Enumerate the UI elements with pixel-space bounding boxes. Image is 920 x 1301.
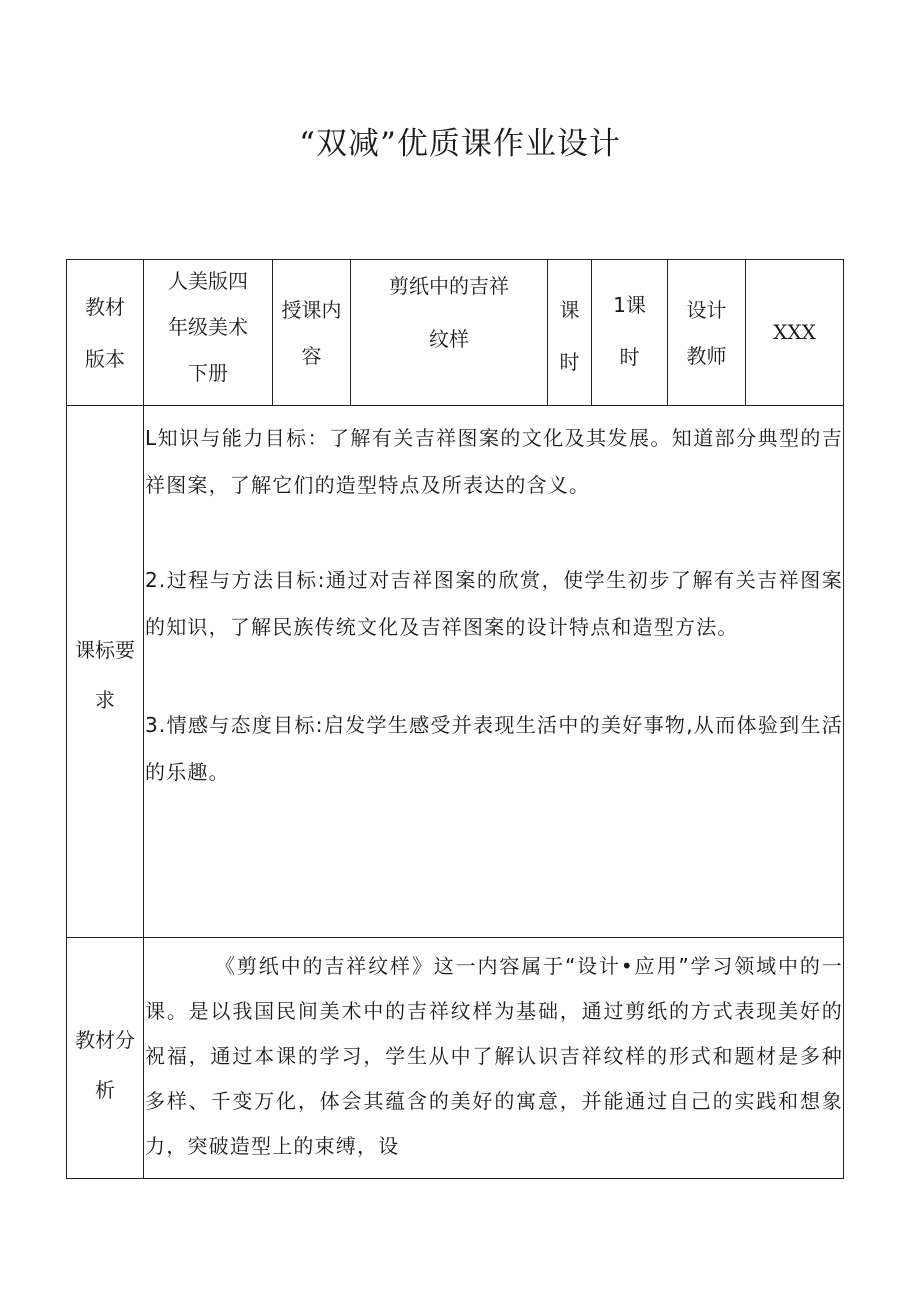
period-label: 时 bbox=[559, 349, 580, 374]
designer-label: 教师 bbox=[686, 343, 727, 368]
period-value-cell bbox=[592, 258, 667, 403]
content-value-cell bbox=[351, 258, 547, 368]
designer-label-cell bbox=[668, 260, 745, 405]
textbook-value: 人美版四 bbox=[168, 268, 248, 293]
textbook-label: 教材 bbox=[85, 294, 125, 319]
table-border-right bbox=[843, 259, 844, 1179]
curriculum-label: 求 bbox=[95, 688, 115, 712]
content-label: 授课内 bbox=[281, 297, 342, 322]
period-value: 1课 bbox=[613, 292, 646, 317]
textbook-label: 版本 bbox=[85, 346, 125, 371]
curriculum-label-cell bbox=[67, 600, 143, 750]
content-value: 剪纸中的吉祥 bbox=[389, 274, 509, 298]
content-label-cell bbox=[273, 260, 350, 405]
table-row-divider bbox=[66, 937, 844, 938]
table-row-divider bbox=[66, 405, 844, 406]
analysis-label: 析 bbox=[95, 1078, 115, 1102]
period-label-cell bbox=[548, 263, 591, 408]
analysis-label: 教材分 bbox=[75, 1028, 135, 1052]
page-title: “双减”优质课作业设计 bbox=[299, 126, 621, 162]
analysis-text: 《剪纸中的吉祥纹样》这一内容属于“设计•应用”学习领域中的一课。是以我国民间美术中的吉祥纹样为基础，通过剪纸的方式表现美好的祝福，通过本课的学习，学生从中了解认识吉祥纹样的形式和题材是多种多样、千变万化，体会其蕴含的美好的寓意，并能通过自己的实践和想象力，突破造型上的束缚，设 bbox=[145, 954, 843, 1158]
analysis-label-cell bbox=[67, 1010, 143, 1120]
designer-label: 设计 bbox=[686, 297, 727, 322]
designer-value-cell bbox=[746, 260, 843, 405]
period-label: 课 bbox=[559, 297, 580, 322]
textbook-value: 年级美术 bbox=[168, 314, 248, 339]
curriculum-item: 2.过程与方法目标:通过对吉祥图案的欣赏，使学生初步了解有关吉祥图案的知识，了解民族传统文化及吉祥图案的设计特点和造型方法。 bbox=[145, 568, 843, 639]
curriculum-label: 课标要 bbox=[75, 638, 135, 662]
textbook-label-cell bbox=[67, 260, 143, 405]
curriculum-item: L知识与能力目标：了解有关吉祥图案的文化及其发展。知道部分典型的吉祥图案，了解它们的造型特点及所表达的含义。 bbox=[145, 426, 843, 497]
period-value: 时 bbox=[619, 344, 640, 369]
designer-value: XXX bbox=[773, 320, 816, 344]
textbook-value-cell bbox=[144, 254, 272, 399]
curriculum-item: 3.情感与态度目标:启发学生感受并表现生活中的美好事物,从而体验到生活的乐趣。 bbox=[145, 713, 843, 784]
content-label: 容 bbox=[301, 343, 322, 368]
table-border-bottom bbox=[66, 1178, 844, 1179]
textbook-value: 下册 bbox=[188, 360, 228, 385]
content-value: 纹样 bbox=[429, 327, 469, 351]
